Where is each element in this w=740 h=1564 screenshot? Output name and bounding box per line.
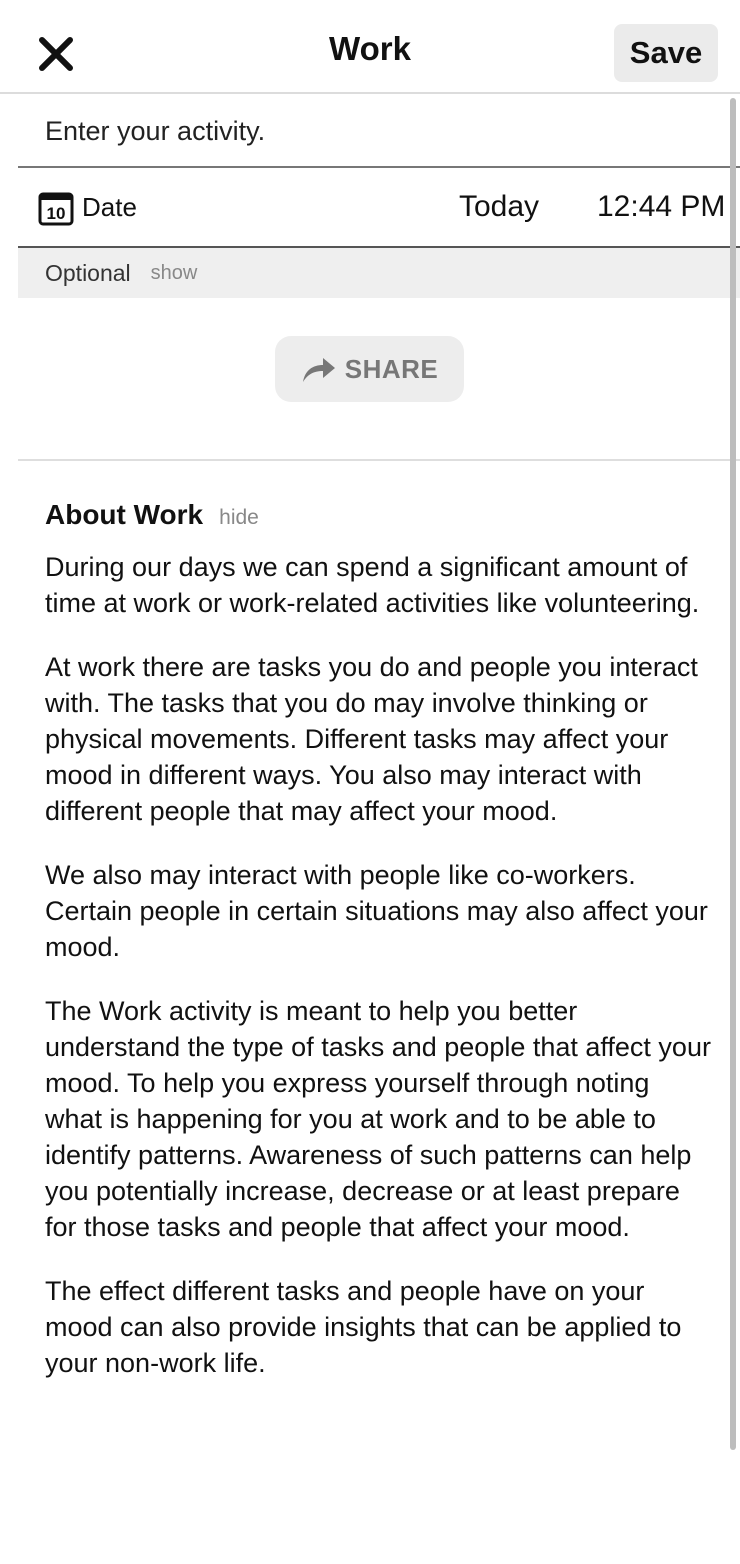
optional-section-header[interactable] bbox=[18, 248, 740, 298]
form-content bbox=[18, 96, 740, 1409]
activity-input[interactable] bbox=[45, 116, 705, 147]
activity-row bbox=[18, 96, 740, 168]
share-button[interactable] bbox=[275, 336, 464, 402]
svg-text:10: 10 bbox=[46, 204, 66, 223]
about-paragraph: During our days we can spend a significant amount of time at work or work-related activities like volunteering. bbox=[45, 552, 700, 618]
optional-label: Optional bbox=[45, 259, 131, 286]
about-paragraph: The effect different tasks and people have on your mood can also provide insights that can be applied to your non-work life. bbox=[45, 1276, 682, 1378]
date-row[interactable] bbox=[18, 168, 740, 248]
date-label: Date bbox=[82, 192, 137, 222]
about-hide-toggle[interactable]: hide bbox=[219, 506, 259, 529]
about-header bbox=[45, 499, 713, 531]
date-picker[interactable]: Today bbox=[459, 190, 540, 223]
share-label: SHARE bbox=[344, 353, 439, 384]
about-section bbox=[18, 461, 740, 1381]
time-picker[interactable]: 12:44 PM bbox=[597, 190, 726, 223]
share-section bbox=[18, 298, 740, 461]
save-button[interactable]: Save bbox=[614, 24, 718, 82]
about-paragraph: The Work activity is meant to help you better understand the type of tasks and people that affect your mood. To help you express yourself through noting what is happening for you at work and to be able to identify patterns. Awareness of such patterns can help you potentially increase, decrease or at least prepare for those tasks and people that affect your mood. bbox=[45, 996, 711, 1242]
calendar-icon bbox=[38, 190, 74, 226]
top-bar bbox=[0, 0, 740, 94]
about-paragraph: We also may interact with people like co-workers. Certain people in certain situations may also affect your mood. bbox=[45, 860, 708, 962]
optional-show-toggle[interactable]: show bbox=[150, 261, 198, 284]
page-title: Work bbox=[329, 30, 411, 67]
about-title: About Work bbox=[45, 499, 204, 530]
share-arrow-icon bbox=[301, 354, 337, 384]
scrollbar[interactable] bbox=[730, 98, 736, 1450]
about-paragraph: At work there are tasks you do and people you interact with. The tasks that you do may involve thinking or physical movements. Different tasks may affect your mood in different ways. You also may interact with different people that may affect your mood. bbox=[45, 652, 698, 826]
